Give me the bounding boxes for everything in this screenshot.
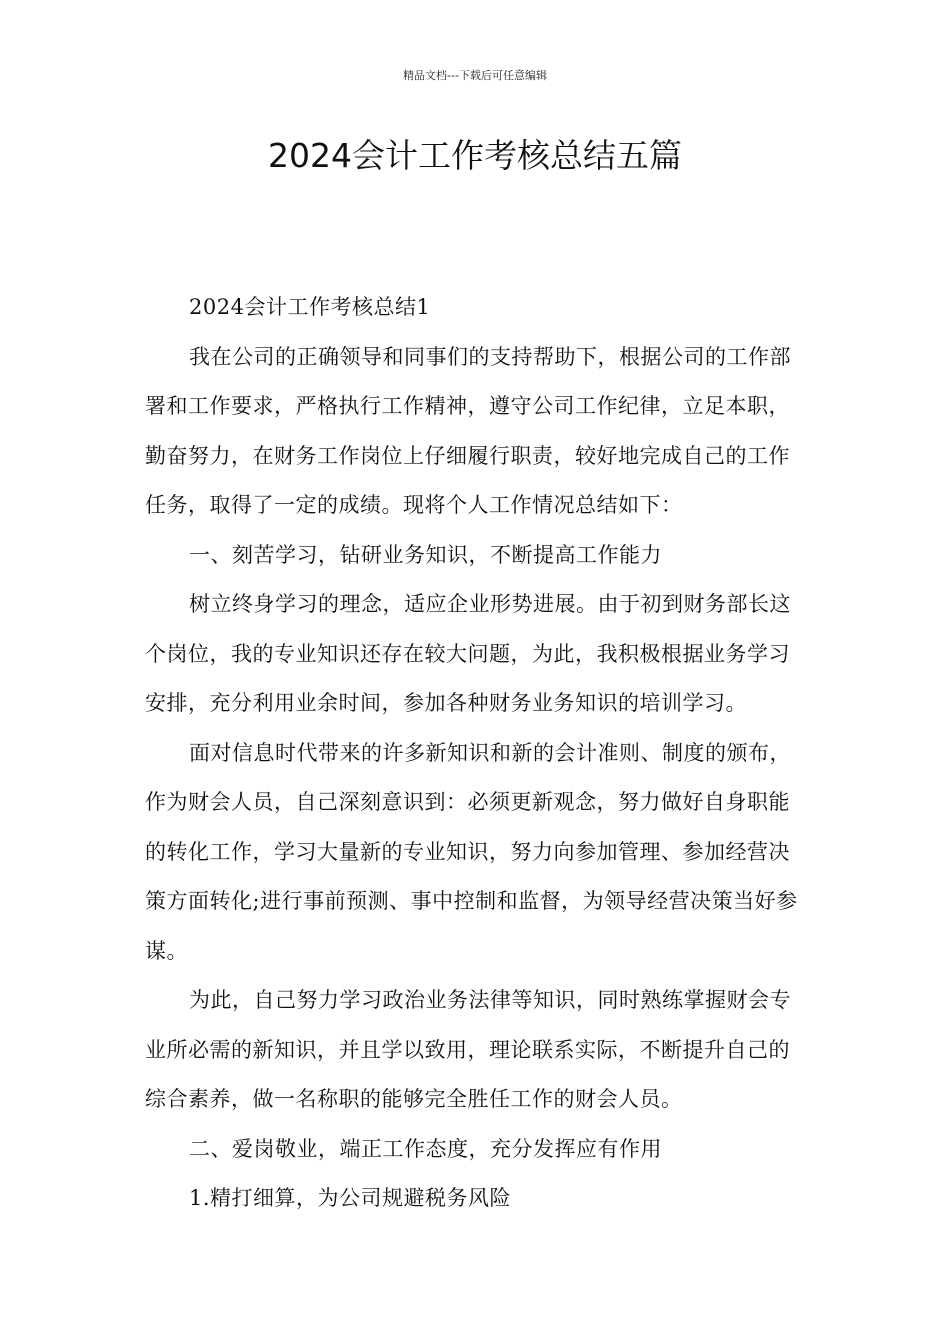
- paragraph-1: 树立终身学习的理念，适应企业形势进展。由于初到财务部长这个岗位，我的专业知识还存在较大问题，为此，我积极根据业务学习安排，充分利用业余时间，参加各种财务业务知识的培训学习。: [145, 592, 791, 715]
- document-title: 2024会计工作考核总结五篇: [268, 136, 682, 175]
- section-heading-1: 2024会计工作考核总结1: [189, 295, 431, 319]
- header-note: 精品文档---下载后可任意编辑: [403, 69, 547, 82]
- subheading-2-1: 1.精打细算，为公司规避税务风险: [189, 1186, 512, 1210]
- paragraph-intro: 我在公司的正确领导和同事们的支持帮助下，根据公司的工作部署和工作要求，严格执行工作精神，遵守公司工作纪律，立足本职，勤奋努力，在财务工作岗位上仔细履行职责，较好地完成自己的工作任务，取得了一定的成绩。现将个人工作情况总结如下：: [145, 344, 791, 517]
- paragraph-3: 为此，自己努力学习政治业务法律等知识，同时熟练掌握财会专业所必需的新知识，并且学以致用，理论联系实际，不断提升自己的综合素养，做一名称职的能够完全胜任工作的财会人员。: [145, 988, 791, 1111]
- subheading-1: 一、刻苦学习，钻研业务知识，不断提高工作能力: [189, 542, 662, 567]
- document-body: [145, 283, 809, 1224]
- subheading-2: 二、爱岗敬业，端正工作态度，充分发挥应有作用: [189, 1136, 662, 1161]
- paragraph-2: 面对信息时代带来的许多新知识和新的会计准则、制度的颁布，作为财会人员，自己深刻意识到：必须更新观念，努力做好自身职能的转化工作，学习大量新的专业知识，努力向参加管理、参加经营决策方面转化;进行事前预测、事中控制和监督，为领导经营决策当好参谋。: [145, 740, 798, 963]
